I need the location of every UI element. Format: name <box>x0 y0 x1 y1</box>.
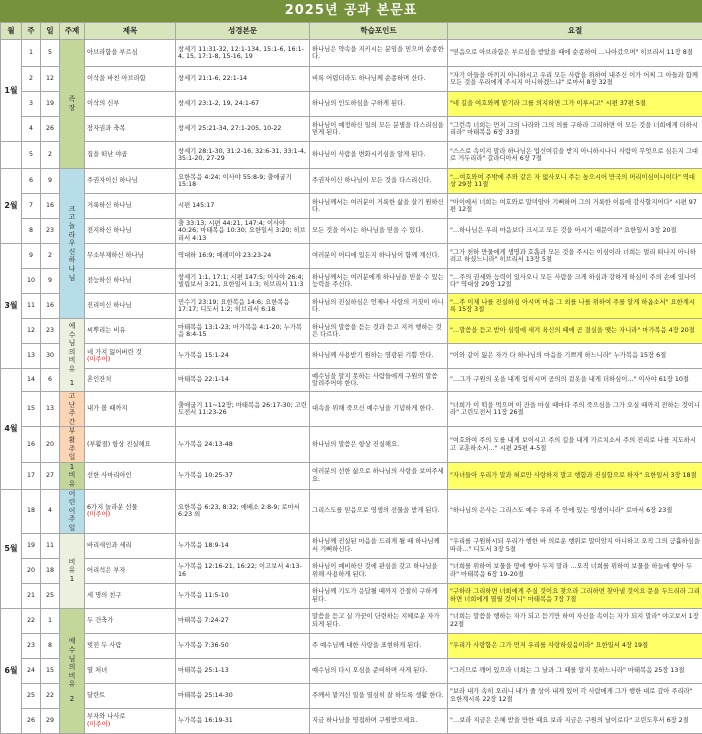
verse-cell: "너희가 이 떡을 먹으며 이 잔을 마실 때마다 주의 죽으심을 그가 오실 때까지 전하는 것이니라" 고린도전서 11장 26절 <box>448 392 702 427</box>
theme-label: 비유 1 <box>68 558 76 584</box>
verse-cell: "…주 이제 나를 진실하심 아시며 마음 그 외를 나를 위하여 주를 알게 하옵소서" 요한계시록 15장 3절 <box>448 294 702 319</box>
title-cell <box>85 219 176 244</box>
day-cell: 16 <box>41 194 60 219</box>
point-cell: 하나님께서는 여러분에게 하나님을 믿을 수 있는 능력을 주신다. <box>310 269 448 294</box>
verse-cell: "하나님의 은사는 그리스도 예수 우리 주 안에 있는 영생이니라" 로마서 6장 23절 <box>448 489 702 533</box>
theme-cell <box>60 319 85 392</box>
lesson-title: 빚진 두 사람 <box>87 642 121 649</box>
note-label: (미주어) <box>87 721 173 729</box>
lesson-table <box>0 22 702 734</box>
lesson-title: 달란트 <box>87 692 105 699</box>
month-cell: 6월 <box>1 608 22 733</box>
table-row <box>1 708 702 733</box>
header-week: 주 <box>22 23 41 40</box>
title-cell <box>85 92 176 117</box>
theme-label: 고난 주간 <box>68 392 76 426</box>
day-cell: 13 <box>41 392 60 427</box>
theme-cell <box>60 489 85 533</box>
day-cell: 23 <box>41 319 60 344</box>
table-row <box>1 462 702 489</box>
bible-cell: 역대하 16:9; 예레미야 23:23-24 <box>176 244 310 269</box>
point-cell: 하나님의 말씀은 항상 진실해요. <box>310 427 448 462</box>
point-cell: 주께서 맡겨신 일을 열심히 잘 하도록 생활 한다. <box>310 683 448 708</box>
table-row <box>1 583 702 608</box>
title-cell <box>85 244 176 269</box>
bible-cell: 누가복음 10:25-37 <box>176 462 310 489</box>
theme-label: 크고 놀라우신 하나님 <box>68 205 76 282</box>
theme-label: 족장 <box>68 95 76 112</box>
lesson-title: 6가지 놀라운 선물 <box>87 504 138 511</box>
week-cell: 8 <box>22 219 41 244</box>
note-label: (미주어) <box>87 356 173 364</box>
bible-cell: 창세기 28:1-30, 31:2-16, 32:6-31, 33:1-4, 35:1-20, 27-29 <box>176 142 310 169</box>
verse-cell: "…여호와여 주밖에 주와 같은 자 없사오니 주는 높으시어 만국의 머리이심이니이다" 역대상 29장 11절 <box>448 169 702 194</box>
lesson-title: 열 처녀 <box>87 667 107 674</box>
table-row <box>1 219 702 244</box>
week-cell: 5 <box>22 142 41 169</box>
day-cell: 16 <box>41 294 60 319</box>
bible-cell: 요한복음 6:23, 8:32; 에베소 2:8-9; 로마서 6:23 외 <box>176 489 310 533</box>
title-cell <box>85 169 176 194</box>
day-cell: 12 <box>41 67 60 92</box>
lesson-title: 씨뿌리는 비유 <box>87 327 126 334</box>
week-cell: 2 <box>22 67 41 92</box>
bible-cell: 창세기 23:1-2, 19, 24:1-67 <box>176 92 310 117</box>
bible-cell: 창세기 11:31-32, 12:1-134, 15:1-6, 16:1-4, 15, 17:1-8, 15-16, 19 <box>176 40 310 67</box>
table-row <box>1 40 702 67</box>
bible-cell: 누가복음 11:5-10 <box>176 583 310 608</box>
day-cell: 25 <box>41 583 60 608</box>
page-title: 2025년 공과 본문표 <box>0 0 702 22</box>
day-cell: 2 <box>41 142 60 169</box>
table-row <box>1 92 702 117</box>
title-cell <box>85 194 176 219</box>
title-cell <box>85 269 176 294</box>
verse-cell: "너희를 위하여 보물을 땅에 쌓아 두지 말라 …오직 너희를 위하여 보물을 하늘에 쌓아 두라" 마태복음 6장 19-20절 <box>448 558 702 583</box>
day-cell: 29 <box>41 708 60 733</box>
week-cell: 15 <box>22 392 41 427</box>
month-cell: 5월 <box>1 489 22 608</box>
bible-cell: 시편 145:17 <box>176 194 310 219</box>
week-cell: 11 <box>22 294 41 319</box>
title-cell <box>85 117 176 142</box>
bible-cell: 누가복음 18:9-14 <box>176 533 310 558</box>
day-cell: 22 <box>41 683 60 708</box>
verse-cell: "너희는 말씀을 행하는 자가 되고 듣기만 하여 자신을 속이는 자가 되지 말라" 야고보서 1장 22절 <box>448 608 702 633</box>
point-cell: 그리스도를 믿음으로 영생의 선물을 받게 된다. <box>310 489 448 533</box>
point-cell: 여러분이 어디에 있든지 하나님이 함께 계신다. <box>310 244 448 269</box>
verse-cell: "구하라 그리하면 너희에게 주실 것이요 찾으라 그리하면 찾아낼 것이요 문을 두드리라 그리하면 너희에게 열릴 것이니" 마태복음 7장 7절 <box>448 583 702 608</box>
title-cell <box>85 558 176 583</box>
header-month: 월 <box>1 23 22 40</box>
week-cell: 18 <box>22 489 41 533</box>
verse-cell: "자기 아들을 아끼지 아니하시고 우리 모든 사람을 위하여 내주신 이가 어찌 그 아들과 함께 모든 것을 우리에게 주시지 아니하겠느냐" 로마서 8장 32절 <box>448 67 702 92</box>
month-cell: 3월 <box>1 244 22 369</box>
bible-cell: 누가복음 24:13-48 <box>176 427 310 462</box>
day-cell: 15 <box>41 658 60 683</box>
point-cell: 하나님이 사람을 변화시키심을 알게 된다. <box>310 142 448 169</box>
point-cell: 하나님께서는 여러분이 거룩한 삶을 살기 원하신다. <box>310 194 448 219</box>
bible-cell: 마태복음 22:1-14 <box>176 369 310 392</box>
point-cell: 예수님을 알지 못하는 사람들에게 구원의 말씀 알려주어야 한다. <box>310 369 448 392</box>
point-cell: 대속을 위해 죽으신 예수님을 기념하게 한다. <box>310 392 448 427</box>
point-cell: 예수님의 다시 오심을 준비하며 사게 된다. <box>310 658 448 683</box>
table-row <box>1 142 702 169</box>
bible-cell: 창세기 25:21-34, 27:1-205, 10-22 <box>176 117 310 142</box>
table-row <box>1 658 702 683</box>
bible-cell: 요한복음 4:24; 이사야 55:8-9; 출애굽기 15:18 <box>176 169 310 194</box>
week-cell: 6 <box>22 169 41 194</box>
note-label: (미주어) <box>87 511 173 519</box>
bible-cell: 마태복음 25:14-30 <box>176 683 310 708</box>
day-cell: 2 <box>41 244 60 269</box>
header-row <box>1 23 702 40</box>
table-row <box>1 117 702 142</box>
bible-cell: 출 33:13; 시편 44:21, 147:4; 이사야 40:26; 마태복음 10:30; 요한일서 3:20; 히브리서 4:13 <box>176 219 310 244</box>
day-cell: 5 <box>41 40 60 67</box>
week-cell: 17 <box>22 462 41 489</box>
point-cell: 하나님은 약속을 지키시는 분임을 믿으며 순종한다. <box>310 40 448 67</box>
title-cell <box>85 658 176 683</box>
week-cell: 13 <box>22 344 41 369</box>
verse-cell: "…그가 구원의 옷을 내게 입히시며 공의의 겉옷을 내게 더하심이…" 이사야 61장 10절 <box>448 369 702 392</box>
day-cell: 19 <box>41 92 60 117</box>
lesson-title: 선한 사마리아인 <box>87 472 132 479</box>
week-cell: 21 <box>22 583 41 608</box>
verse-cell: "…보라 지금은 은혜 받을 만한 때요 보라 지금은 구원의 날이로다" 고린도후서 6장 2절 <box>448 708 702 733</box>
point-cell: 하나님의 인도하심을 구하게 된다. <box>310 92 448 117</box>
lesson-title: 내가 볼 때까지 <box>87 405 128 412</box>
point-cell: 말씀을 듣고 실 가꾼이 단련하는 지혜로운 자가 되게 된다. <box>310 608 448 633</box>
table-row <box>1 344 702 369</box>
theme-cell <box>60 462 85 489</box>
lesson-title: 집을 떠난 야곱 <box>87 151 128 158</box>
title-cell <box>85 392 176 427</box>
lesson-title: 아브라함을 부르심 <box>87 49 138 56</box>
day-cell: 6 <box>41 369 60 392</box>
verse-cell: "믿음으로 아브라함은 부르심을 받았을 때에 순종하여 …나아갔으며" 히브리서 11장 8절 <box>448 40 702 67</box>
month-cell <box>1 142 22 169</box>
lesson-title: 이삭의 신부 <box>87 100 119 107</box>
theme-cell <box>60 392 85 427</box>
table-row <box>1 427 702 462</box>
verse-cell: "그런즉 너희는 먼저 그의 나라와 그의 의를 구하라 그리하면 이 모든 것을 너희에게 더하시리라" 마태복음 6장 33절 <box>448 117 702 142</box>
bible-cell: 마태복음 13:1-23; 마가복음 4:1-20; 누가복음 8:4-15 <box>176 319 310 344</box>
day-cell: 26 <box>41 117 60 142</box>
day-cell: 27 <box>41 462 60 489</box>
title-cell <box>85 489 176 533</box>
title-cell <box>85 67 176 92</box>
table-row <box>1 244 702 269</box>
bible-cell: 마태복음 7:24-27 <box>176 608 310 633</box>
day-cell: 9 <box>41 169 60 194</box>
point-cell: 하나님이 예정하신 일의 모든 분별을 다스리심을 믿게 된다. <box>310 117 448 142</box>
verse-cell: "아이에서 너희는 여호와로 말미암아 기뻐하며 그의 거룩한 이름에 감사할지어다" 시편 97편 12절 <box>448 194 702 219</box>
table-row <box>1 319 702 344</box>
lesson-title: 바리새인과 세리 <box>87 542 132 549</box>
title-cell <box>85 142 176 169</box>
bible-cell: 출애굽기 11~12장; 마태복음 26:17-30; 고린도전서 11:23-26 <box>176 392 310 427</box>
point-cell: 하나님이 예비하신 것에 관심을 갖고 하나님을 위해 사용하게 된다. <box>310 558 448 583</box>
header-bible: 성경본문 <box>176 23 310 40</box>
table-row <box>1 558 702 583</box>
month-cell: 1월 <box>1 40 22 142</box>
theme-cell <box>60 40 85 169</box>
week-cell: 12 <box>22 319 41 344</box>
lesson-title: 두 건축가 <box>87 617 113 624</box>
day-cell: 18 <box>41 558 60 583</box>
point-cell: 하나님께 진실된 마음을 드리게 될 때 하나님께서 기뻐하신다. <box>310 533 448 558</box>
month-cell: 4월 <box>1 369 22 490</box>
title-cell <box>85 294 176 319</box>
verse-cell: "우리가 사랑함은 그가 먼저 우리를 사랑하셨음이라" 요한일서 4장 19절 <box>448 633 702 658</box>
title-cell <box>85 40 176 67</box>
week-cell: 7 <box>22 194 41 219</box>
week-cell: 23 <box>22 633 41 658</box>
theme-cell <box>60 427 85 462</box>
week-cell: 20 <box>22 558 41 583</box>
week-cell: 1 <box>22 40 41 67</box>
month-cell: 2월 <box>1 169 22 244</box>
lesson-title: 진리이신 하나님 <box>87 302 132 309</box>
lesson-title: 주권자이신 하나님 <box>87 177 138 184</box>
day-cell: 4 <box>41 489 60 533</box>
bible-cell: 누가복음 12:16-21, 16:22; 이고보서 4:13-16 <box>176 558 310 583</box>
verse-cell: "네 길을 여호와께 맡기라 그를 의지하면 그가 이루시고" 시편 37편 5절 <box>448 92 702 117</box>
point-cell: 하나님께 기도가 응답될 때까지 간절히 구하게 된다. <box>310 583 448 608</box>
week-cell: 9 <box>22 244 41 269</box>
verse-cell: "여호와여 주의 도를 내게 보이시고 주의 길을 내게 가르치소서 주의 진리로 나를 지도하시고 교훈하소서…" 시편 25편 4-5절 <box>448 427 702 462</box>
theme-cell <box>60 169 85 319</box>
week-cell: 3 <box>22 92 41 117</box>
lesson-title: 세 명의 친구 <box>87 592 121 599</box>
week-cell: 19 <box>22 533 41 558</box>
theme-label: 부활 주일 <box>68 427 76 461</box>
point-cell: 주 예수님께 대한 사랑을 표현하게 된다. <box>310 633 448 658</box>
theme-label: 어린이 주일 <box>68 490 76 533</box>
title-cell <box>85 633 176 658</box>
verse-cell: "…주의 권세와 능력이 있사오니 모든 사람을 크게 하심과 강하게 하심이 주의 손에 있나이다" 역대상 29장 12절 <box>448 269 702 294</box>
header-theme: 주제 <box>60 23 85 40</box>
title-cell <box>85 462 176 489</box>
theme-label: 예수님의 비유 <box>68 637 76 689</box>
lesson-title: 전지하신 하나님 <box>87 227 132 234</box>
table-row <box>1 392 702 427</box>
theme-sub-label: 1 <box>68 379 76 388</box>
verse-cell: "스스로 속이지 말라 하나님은 업신여김을 받지 아니하시나니 사람이 무엇으로 심든지 그대로 거두리라" 갈라디아서 6장 7절 <box>448 142 702 169</box>
point-cell: 하나님께 사용받기 원하는 영광된 기쁨 안다. <box>310 344 448 369</box>
header-verse: 요절 <box>448 23 702 40</box>
table-row <box>1 294 702 319</box>
point-cell: 하나님의 진실하심은 언제나 사랑의 거짓이 아니다. <box>310 294 448 319</box>
title-cell <box>85 319 176 344</box>
theme-cell <box>60 608 85 733</box>
point-cell: 비록 어렵더라도 하나님께 순종하며 산다. <box>310 67 448 92</box>
title-cell <box>85 369 176 392</box>
theme-cell <box>60 533 85 608</box>
bible-cell: 창세기 1:1, 17:1; 시편 147:5; 이사야 26:4; 빌립보서 3:21, 요한일서 1:3; 히브리서 11:3 <box>176 269 310 294</box>
lesson-title: 장자권과 축복 <box>87 125 126 132</box>
verse-cell: "자녀들아 우리가 말과 혀로만 사랑하지 말고 행함과 진실함으로 하자" 요한일서 3장 18절 <box>448 462 702 489</box>
header-day: 일 <box>41 23 60 40</box>
lesson-title: 부자와 나사로 <box>87 713 126 720</box>
title-cell <box>85 608 176 633</box>
week-cell: 14 <box>22 369 41 392</box>
verse-cell: "우리를 구원하시되 우리가 행한 바 의로운 행위로 말미암지 아니하고 오직 그의 긍휼하심을 따라…" 디도서 3장 5절 <box>448 533 702 558</box>
lesson-title: 네 가지 잃어버린 것 <box>87 349 142 356</box>
day-cell: 30 <box>41 344 60 369</box>
point-cell: 여러분의 선한 삶으로 하나님의 사랑을 보여주세요. <box>310 462 448 489</box>
day-cell: 23 <box>41 219 60 244</box>
verse-cell: "그러므로 깨어 있으라 너희는 그 날과 그 때를 알지 못하느니라" 마태복음 25장 13절 <box>448 658 702 683</box>
day-cell: 11 <box>41 533 60 558</box>
table-row <box>1 269 702 294</box>
lesson-title: 혼인잔치 <box>87 376 111 383</box>
title-cell <box>85 683 176 708</box>
point-cell: 하나님의 말씀을 듣는 것과 듣고 지켜 행하는 것은 다르다. <box>310 319 448 344</box>
lesson-title: (부활절) 항상 진실해요 <box>87 441 151 448</box>
table-row <box>1 683 702 708</box>
table-row <box>1 67 702 92</box>
lesson-title: 전능하신 하나님 <box>87 277 132 284</box>
bible-cell: 민수기 23:19; 요한복음 14:6; 요한복음 17:17; 디도서 1:2; 히브리서 6:18 <box>176 294 310 319</box>
day-cell: 9 <box>41 269 60 294</box>
verse-cell: "…하나님은 우리 마음보다 크시고 모든 것을 아시기 때문이라" 요한일서 3장 20절 <box>448 219 702 244</box>
day-cell: 20 <box>41 427 60 462</box>
week-cell: 22 <box>22 608 41 633</box>
week-cell: 25 <box>22 683 41 708</box>
title-cell <box>85 708 176 733</box>
header-point: 학습포인트 <box>310 23 448 40</box>
title-cell <box>85 427 176 462</box>
verse-cell: "…말씀을 듣고 받아 심령에 새겨 육신의 때에 곧 결실을 맺는 자니라" 마가복음 4장 20절 <box>448 319 702 344</box>
bible-cell: 마태복음 25:1-13 <box>176 658 310 683</box>
table-row <box>1 369 702 392</box>
theme-label: 예수님의 비유 <box>68 322 76 374</box>
lesson-title: 거룩하신 하나님 <box>87 202 132 209</box>
theme-label: 1 비유 <box>68 463 76 489</box>
bible-cell: 누가복음 16:19-31 <box>176 708 310 733</box>
table-row <box>1 533 702 558</box>
theme-sub-label: 2 <box>68 695 76 704</box>
day-cell: 8 <box>41 633 60 658</box>
table-row <box>1 633 702 658</box>
bible-cell: 누가복음 7:36-50 <box>176 633 310 658</box>
header-title: 제목 <box>85 23 176 40</box>
verse-cell: "그가 천하 만물에게 생명과 호흡과 모든 것을 주시는 이심이라 너희는 멀리 떠나지 아니하려고 하셨느니라" 히브리서 13장 5절 <box>448 244 702 269</box>
lesson-title: 무소부재하신 하나님 <box>87 252 144 259</box>
point-cell: 주권자이신 하나님이 모든 것을 다스리신다. <box>310 169 448 194</box>
week-cell: 16 <box>22 427 41 462</box>
verse-cell: "보라 내가 속히 오리니 내가 줄 상이 내게 있어 각 사람에게 그가 행한 대로 갚아 주리라" 요한계시록 22장 12절 <box>448 683 702 708</box>
week-cell: 10 <box>22 269 41 294</box>
week-cell: 24 <box>22 658 41 683</box>
title-cell <box>85 344 176 369</box>
day-cell: 1 <box>41 608 60 633</box>
lesson-title: 이삭을 바친 아브라함 <box>87 75 146 82</box>
lesson-title: 어리석은 부자 <box>87 567 126 574</box>
table-row <box>1 489 702 533</box>
week-cell: 4 <box>22 117 41 142</box>
title-cell <box>85 533 176 558</box>
table-row <box>1 608 702 633</box>
week-cell: 26 <box>22 708 41 733</box>
title-cell <box>85 583 176 608</box>
verse-cell: "이와 같이 잃은 자가 다 하나님의 마음을 기쁘게 하느니라" 누가복음 15장 6절 <box>448 344 702 369</box>
point-cell: 지금 하나님을 영접하며 구원받으세요. <box>310 708 448 733</box>
bible-cell: 누가복음 15:1-24 <box>176 344 310 369</box>
table-row <box>1 194 702 219</box>
table-row <box>1 169 702 194</box>
point-cell: 모든 것을 아시는 하나님을 믿을 수 있다. <box>310 219 448 244</box>
bible-cell: 창세기 21:1-6, 22:1-14 <box>176 67 310 92</box>
